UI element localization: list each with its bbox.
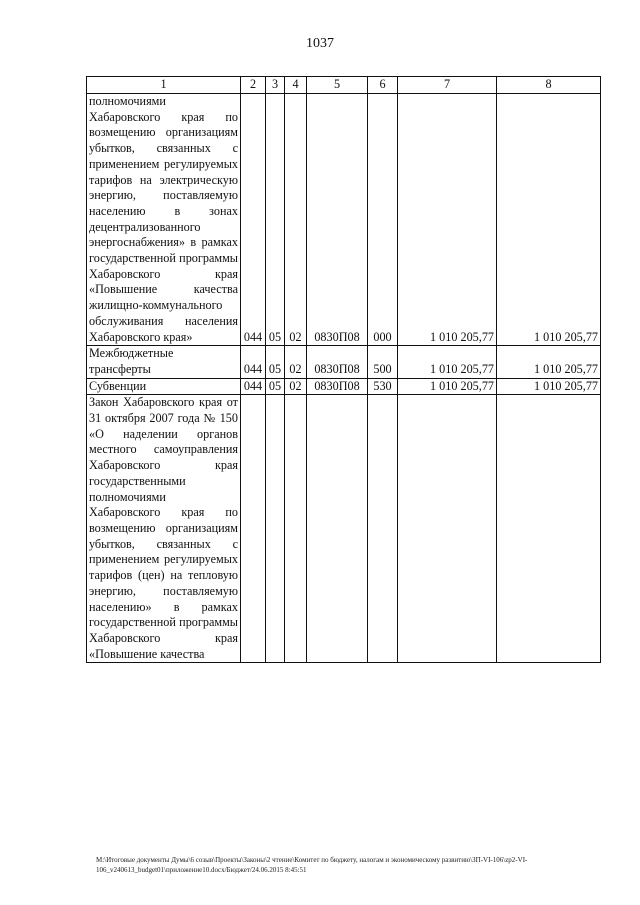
column-header: 5 [307,77,368,94]
code-cell [285,395,307,663]
amount-cell: 1 010 205,77 [497,94,601,346]
code-cell: 0830П08 [307,378,368,395]
code-cell [266,395,285,663]
amount-cell [398,395,497,663]
column-header: 7 [398,77,497,94]
code-cell: 02 [285,378,307,395]
row-name-cell: Закон Хабаровского края от 31 октября 2007 года № 150 «О наделении органов местного самоуправления Хабаровского края государственными полномочиями Хабаровского края по возмещению организациям убытков, связанных с применением регулируемых тарифов (цен) на тепловую энергию, поставляемую населению» в рамках государственной программы Хабаровского края «Повышение качества [87,395,241,663]
code-cell [307,395,368,663]
table-row [87,94,601,346]
amount-cell [497,395,601,663]
column-header: 1 [87,77,241,94]
code-cell: 000 [368,94,398,346]
row-name-cell: Межбюджетные трансферты [87,346,241,378]
header-row [87,77,601,94]
code-cell: 044 [241,94,266,346]
amount-cell: 1 010 205,77 [497,346,601,378]
amount-cell: 1 010 205,77 [497,378,601,395]
code-cell: 05 [266,346,285,378]
column-header: 2 [241,77,266,94]
amount-cell: 1 010 205,77 [398,346,497,378]
code-cell: 530 [368,378,398,395]
column-header: 6 [368,77,398,94]
code-cell [241,395,266,663]
code-cell: 02 [285,94,307,346]
amount-cell: 1 010 205,77 [398,378,497,395]
page-number: 1037 [306,36,334,51]
code-cell: 0830П08 [307,94,368,346]
table-row [87,395,601,663]
row-name-cell: полномочиями Хабаровского края по возмещению организациям убытков, связанных с применением регулируемых тарифов на электрическую энергию, поставляемую населению в зонах децентрализованного энергоснабжения» в рамках государственной программы Хабаровского края «Повышение качества жилищно-коммунального обслуживания населения Хабаровского края» [87,94,241,346]
code-cell: 044 [241,378,266,395]
code-cell [368,395,398,663]
column-header: 3 [266,77,285,94]
table-row [87,378,601,395]
amount-cell: 1 010 205,77 [398,94,497,346]
code-cell: 500 [368,346,398,378]
budget-table [86,76,601,663]
code-cell: 0830П08 [307,346,368,378]
code-cell: 05 [266,378,285,395]
code-cell: 044 [241,346,266,378]
table-row [87,346,601,378]
column-header: 4 [285,77,307,94]
footer-file-path: M:\Итоговые документы Думы\6 созыв\Проекты\Законы\2 чтение\Комитет по бюджету, налогам и экономическому развитию\ЗП-VI-106\zp2-VI-106_v240613_budget01\приложение10.docx/Бюджет/24.06.2015 8:45:51 [96,856,528,874]
code-cell: 05 [266,94,285,346]
code-cell: 02 [285,346,307,378]
row-name-cell: Субвенции [87,378,241,395]
column-header: 8 [497,77,601,94]
